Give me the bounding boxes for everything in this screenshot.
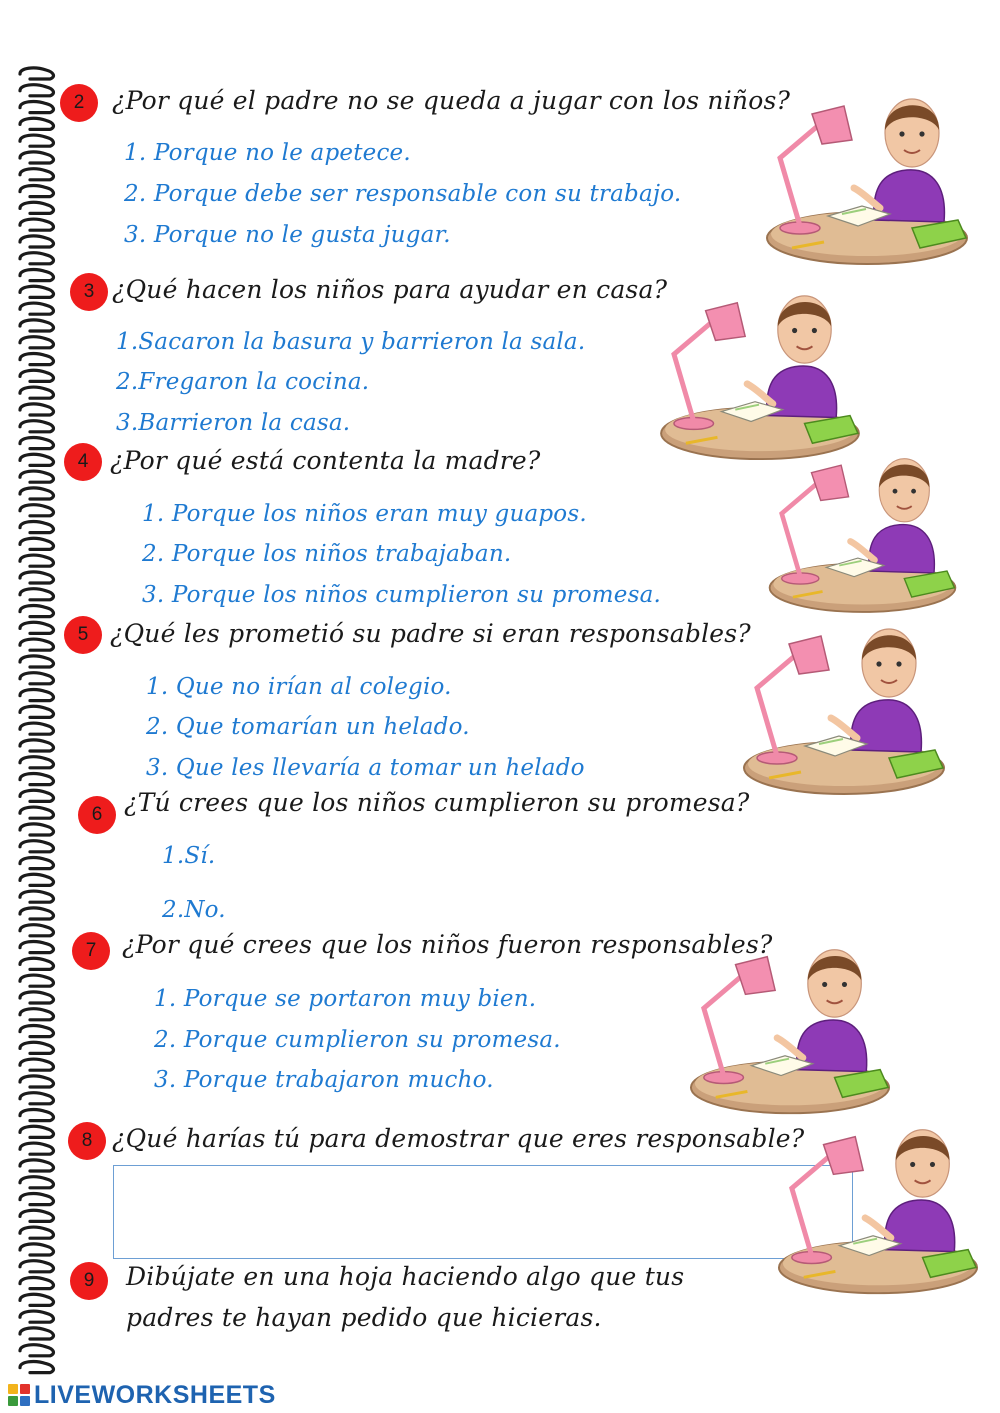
question-2-option-1[interactable]: 1. Porque no le apetece. [124, 140, 411, 166]
spiral-ring [20, 1026, 53, 1037]
child-eye-left [792, 328, 797, 333]
spiral-ring [20, 1227, 53, 1238]
question-9-number: 9 [83, 1270, 95, 1291]
child-eye-right [930, 1162, 935, 1167]
question-7-number: 7 [85, 940, 97, 961]
question-4-option-3[interactable]: 3. Porque los niños cumplieron su promesa. [142, 582, 662, 608]
logo-block-1 [8, 1384, 18, 1394]
spiral-ring [20, 1076, 53, 1087]
spiral-ring [20, 370, 53, 381]
spiral-ring [20, 1210, 53, 1221]
child-eye-left [899, 131, 904, 136]
spiral-ring [20, 942, 53, 953]
question-9-number-badge [70, 1262, 108, 1300]
spiral-ring [20, 135, 53, 146]
spiral-ring [20, 723, 53, 734]
question-4-text: ¿Por qué está contenta la madre? [110, 446, 541, 475]
spiral-ring [20, 589, 53, 600]
question-3-option-1[interactable]: 1.Sacaron la basura y barrieron la sala. [116, 329, 586, 355]
spiral-ring [20, 1059, 53, 1070]
question-5-text: ¿Qué les prometió su padre si eran responsables? [110, 619, 751, 648]
lamp-shade [736, 957, 776, 995]
spiral-ring [20, 908, 53, 919]
spiral-ring [20, 538, 53, 549]
lamp-arm [792, 1155, 832, 1256]
spiral-ring [20, 387, 53, 398]
spiral-ring [20, 1311, 53, 1322]
spiral-ring [20, 1294, 53, 1305]
question-7-number-badge [72, 932, 110, 970]
logo-block-2 [20, 1384, 30, 1394]
lamp-shade [812, 106, 852, 144]
spiral-ring [20, 740, 53, 751]
spiral-ring [20, 505, 53, 516]
question-4-number-badge [64, 443, 102, 481]
question-6-number: 6 [91, 804, 103, 825]
liveworksheets-footer[interactable] [8, 1381, 276, 1409]
question-3-text: ¿Qué hacen los niños para ayudar en casa? [112, 275, 668, 304]
question-5-option-1[interactable]: 1. Que no irían al colegio. [146, 674, 452, 700]
question-3-number-badge [70, 273, 108, 311]
lamp-arm [782, 482, 819, 577]
question-4-option-1[interactable]: 1. Porque los niños eran muy guapos. [142, 501, 587, 527]
question-2-number: 2 [73, 92, 85, 113]
question-6-option-2[interactable]: 2.No. [162, 897, 226, 923]
question-2-option-2[interactable]: 2. Porque debe ser responsable con su trabajo. [124, 181, 682, 207]
spiral-ring [20, 421, 53, 432]
spiral-ring [20, 690, 53, 701]
child-desk-illustration-q3 [655, 285, 865, 465]
spiral-ring [20, 354, 53, 365]
spiral-ring [20, 925, 53, 936]
spiral-ring [20, 1126, 53, 1137]
spiral-ring [20, 824, 53, 835]
question-3-number: 3 [83, 281, 95, 302]
spiral-ring [20, 303, 53, 314]
spiral-ring [20, 1244, 53, 1255]
logo-block-4 [20, 1396, 30, 1406]
lamp-shade [811, 465, 848, 500]
spiral-ring [20, 337, 53, 348]
spiral-ring [20, 606, 53, 617]
spiral-ring [20, 790, 53, 801]
child-eye-left [910, 1162, 915, 1167]
child-eye-right [911, 489, 916, 494]
spiral-ring [20, 236, 53, 247]
question-5-option-3[interactable]: 3. Que les llevaría a tomar un helado [146, 755, 585, 781]
question-2-number-badge [60, 84, 98, 122]
spiral-ring [20, 572, 53, 583]
question-6-option-1[interactable]: 1.Sí. [162, 843, 216, 869]
lamp-arm [674, 321, 714, 422]
question-9-text-line-1: Dibújate en una hoja haciendo algo que tus [126, 1262, 685, 1291]
question-7-text: ¿Por qué crees que los niños fueron responsables? [122, 930, 773, 959]
spiral-ring [20, 522, 53, 533]
spiral-ring [20, 270, 53, 281]
question-8-number-badge [68, 1122, 106, 1160]
lamp-shade [789, 636, 829, 674]
spiral-ring [20, 555, 53, 566]
spiral-ring [20, 757, 53, 768]
spiral-ring [20, 1009, 53, 1020]
logo-block-3 [8, 1396, 18, 1406]
child-desk-illustration-q7 [686, 938, 894, 1120]
spiral-ring [20, 488, 53, 499]
spiral-ring [20, 622, 53, 633]
lamp-arm [780, 124, 820, 226]
spiral-ring [20, 874, 53, 885]
question-2-text: ¿Por qué el padre no se queda a jugar con los niños? [112, 86, 791, 115]
child-eye-left [822, 982, 827, 987]
spiral-ring [20, 186, 53, 197]
spiral-ring [20, 404, 53, 415]
child-eye-left [876, 661, 881, 666]
child-desk-illustration-q2 [762, 88, 972, 270]
child-eye-right [842, 982, 847, 987]
spiral-ring [20, 1177, 53, 1188]
question-8-answer-field[interactable] [113, 1165, 853, 1259]
spiral-ring [20, 85, 53, 96]
question-5-number: 5 [77, 624, 89, 645]
liveworksheets-logo-icon [8, 1384, 30, 1406]
spiral-ring [20, 1093, 53, 1104]
spiral-ring [20, 1261, 53, 1272]
spiral-ring [20, 706, 53, 717]
child-desk-illustration-q8 [774, 1118, 982, 1300]
question-8-number: 8 [81, 1130, 93, 1151]
spiral-ring [20, 219, 53, 230]
question-7-option-1[interactable]: 1. Porque se portaron muy bien. [154, 986, 537, 1012]
spiral-ring [20, 891, 53, 902]
question-5-number-badge [64, 616, 102, 654]
spiral-ring [20, 958, 53, 969]
question-6-number-badge [78, 796, 116, 834]
spiral-ring [20, 1194, 53, 1205]
question-9-text-line-2: padres te hayan pedido que hicieras. [126, 1303, 602, 1332]
spiral-ring [20, 673, 53, 684]
child-eye-left [893, 489, 898, 494]
lamp-arm [757, 654, 797, 756]
spiral-ring [20, 1345, 53, 1356]
spiral-ring [20, 286, 53, 297]
child-desk-illustration-q4 [765, 448, 960, 618]
question-7-option-3[interactable]: 3. Porque trabajaron mucho. [154, 1067, 494, 1093]
spiral-ring [20, 1362, 53, 1373]
spiral-ring [20, 202, 53, 213]
child-eye-right [812, 328, 817, 333]
spiral-ring [20, 1143, 53, 1154]
question-6-text: ¿Tú crees que los niños cumplieron su promesa? [124, 788, 750, 817]
spiral-ring [20, 471, 53, 482]
spiral-ring [20, 774, 53, 785]
question-5-option-2[interactable]: 2. Que tomarían un helado. [146, 714, 470, 740]
spiral-ring [20, 1278, 53, 1289]
spiral-ring [20, 1160, 53, 1171]
spiral-ring [20, 992, 53, 1003]
spiral-ring [20, 152, 53, 163]
question-7-option-2[interactable]: 2. Porque cumplieron su promesa. [154, 1027, 561, 1053]
spiral-ring [20, 102, 53, 113]
spiral-binding [16, 62, 60, 1380]
spiral-ring [20, 68, 53, 79]
spiral-ring [20, 1328, 53, 1339]
question-8-text: ¿Qué harías tú para demostrar que eres responsable? [112, 1124, 805, 1153]
spiral-ring [20, 975, 53, 986]
lamp-arm [704, 975, 744, 1076]
spiral-ring [20, 253, 53, 264]
spiral-ring [20, 320, 53, 331]
spiral-ring [20, 807, 53, 818]
spiral-ring [20, 1042, 53, 1053]
spiral-ring [20, 118, 53, 129]
question-4-option-2[interactable]: 2. Porque los niños trabajaban. [142, 541, 512, 567]
child-eye-right [919, 131, 924, 136]
question-3-option-3[interactable]: 3.Barrieron la casa. [116, 410, 351, 436]
spiral-ring [20, 169, 53, 180]
question-4-number: 4 [77, 451, 89, 472]
spiral-ring [20, 1110, 53, 1121]
spiral-ring [20, 639, 53, 650]
lamp-shade [824, 1137, 864, 1175]
question-3-option-2[interactable]: 2.Fregaron la cocina. [116, 369, 370, 395]
spiral-ring [20, 454, 53, 465]
spiral-ring [20, 858, 53, 869]
liveworksheets-brand: LIVEWORKSHEETS [34, 1380, 276, 1409]
spiral-ring [20, 438, 53, 449]
question-2-option-3[interactable]: 3. Porque no le gusta jugar. [124, 222, 451, 248]
spiral-ring [20, 841, 53, 852]
child-eye-right [896, 661, 901, 666]
spiral-ring [20, 656, 53, 667]
lamp-shade [706, 303, 746, 341]
child-desk-illustration-q5 [738, 618, 950, 800]
